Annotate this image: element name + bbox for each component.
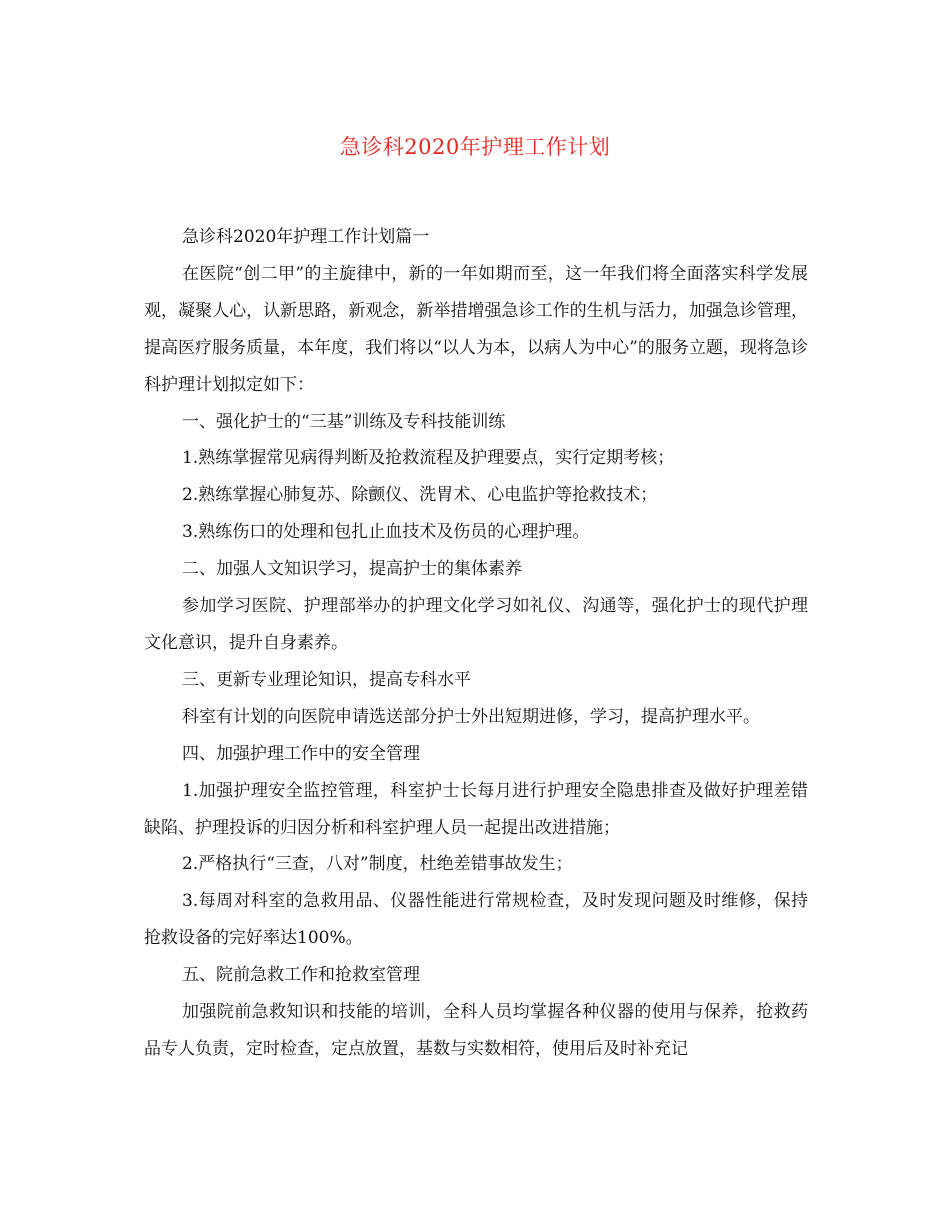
list-item: 2.严格执行“三查，八对”制度，杜绝差错事故发生； bbox=[182, 854, 573, 875]
list-item: 3.熟练伤口的处理和包扎止血技术及伤员的心理护理。 bbox=[182, 522, 590, 543]
list-item: 2.熟练掌握心肺复苏、除颤仪、洗胃术、心电监护等抢救技术； bbox=[182, 485, 658, 506]
document-body bbox=[144, 219, 808, 1068]
paragraph: 科室有计划的向医院申请选送部分护士外出短期进修，学习，提高护理水平。 bbox=[182, 706, 760, 727]
heading-part-three: 三、更新专业理论知识，提高专科水平 bbox=[182, 669, 471, 690]
heading-part-two: 二、加强人文知识学习，提高护士的集体素养 bbox=[182, 559, 522, 580]
list-item: 3.每周对科室的急救用品、仪器性能进行常规检查，及时发现问题及时维修，保持抢救设备的完好率达100%。 bbox=[144, 891, 808, 949]
paragraph-section-heading: 急诊科2020年护理工作计划篇一 bbox=[182, 227, 430, 247]
heading-part-four: 四、加强护理工作中的安全管理 bbox=[182, 743, 420, 764]
paragraph: 加强院前急救知识和技能的培训，全科人员均掌握各种仪器的使用与保养，抢救药品专人负责，定时检查，定点放置，基数与实数相符，使用后及时补充记 bbox=[144, 1002, 808, 1059]
list-item: 1.加强护理安全监控管理，科室护士长每月进行护理安全隐患排查及做好护理差错缺陷、护理投诉的归因分析和科室护理人员一起提出改进措施； bbox=[144, 780, 808, 838]
heading-part-one: 一、强化护士的“三基”训练及专科技能训练 bbox=[182, 411, 506, 432]
list-item: 1.熟练掌握常见病得判断及抢救流程及护理要点，实行定期考核； bbox=[182, 448, 675, 469]
paragraph: 参加学习医院、护理部举办的护理文化学习如礼仪、沟通等，强化护士的现代护理文化意识，提升自身素养。 bbox=[144, 596, 808, 653]
paragraph-intro: 在医院“创二甲”的主旋律中，新的一年如期而至，这一年我们将全面落实科学发展观，凝聚人心，认新思路，新观念，新举措增强急诊工作的生机与活力，加强急诊管理，提高医疗服务质量，本年度，我们将以“以人为本，以病人为中心”的服务立题，现将急诊科护理计划拟定如下： bbox=[144, 263, 808, 395]
document-title: 急诊科2020年护理工作计划 bbox=[339, 135, 611, 159]
heading-part-five: 五、院前急救工作和抢救室管理 bbox=[182, 965, 420, 986]
